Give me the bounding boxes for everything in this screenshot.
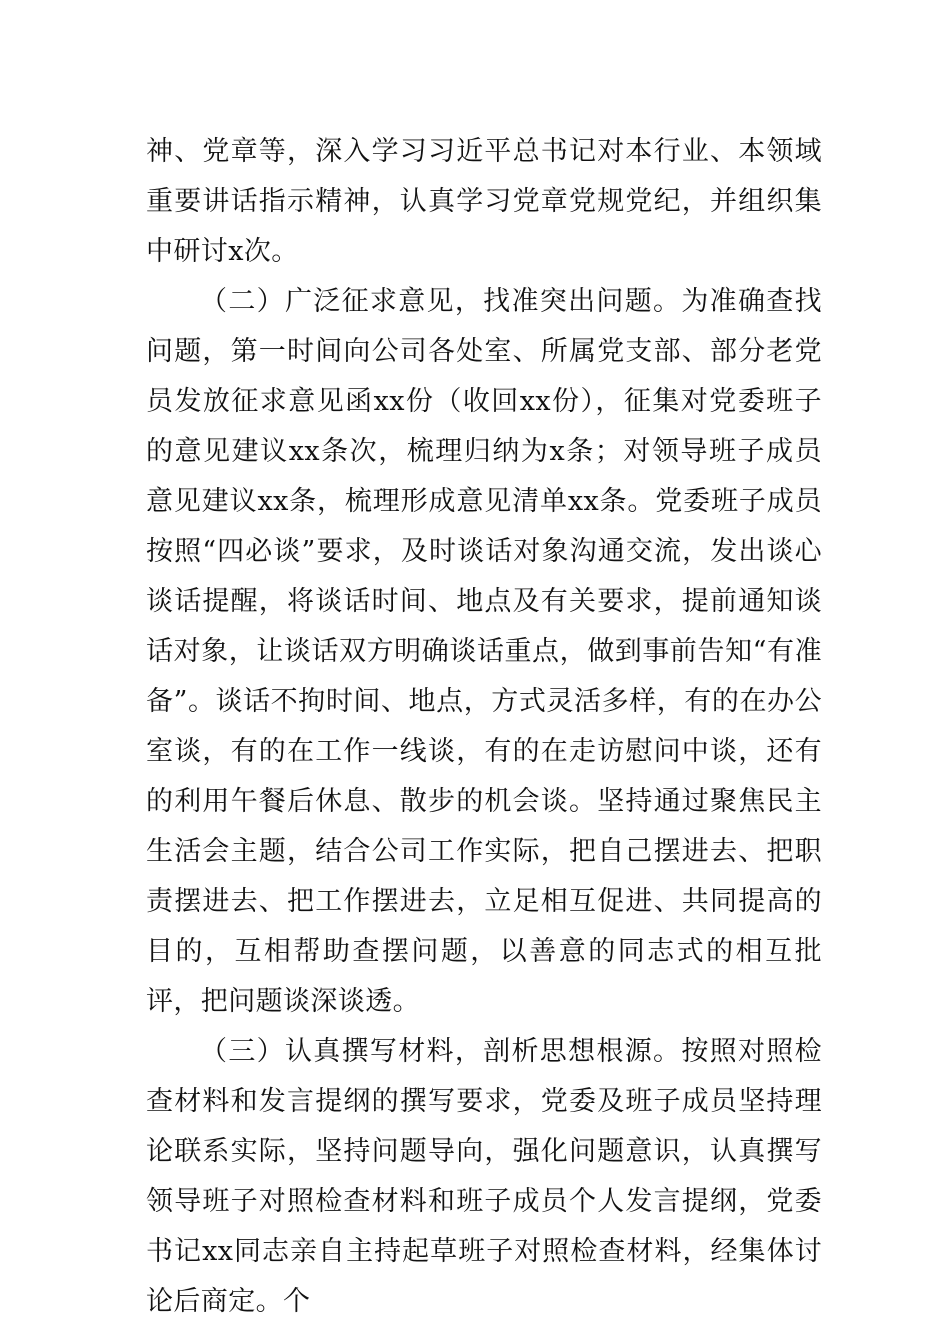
paragraph-section-three: （三）认真撰写材料，剖析思想根源。按照对照检查材料和发言提纲的撰写要求，党委及班子成员坚持理论联系实际，坚持问题导向，强化问题意识，认真撰写领导班子对照检查材料和班子成员个人发言提纲，党委书记xx同志亲自主持起草班子对照检查材料，经集体讨论后商定。个 (146, 1036, 822, 1317)
paragraph-continuation: 神、党章等，深入学习习近平总书记对本行业、本领域重要讲话指示精神，认真学习党章党规党纪，并组织集中研讨x次。 (146, 136, 822, 267)
paragraph-section-two: （二）广泛征求意见，找准突出问题。为准确查找问题，第一时间向公司各处室、所属党支部、部分老党员发放征求意见函xx份（收回xx份），征集对党委班子的意见建议xx条次，梳理归纳为x条；对领导班子成员意见建议xx条，梳理形成意见清单xx条。党委班子成员按照“四必谈”要求，及时谈话对象沟通交流，发出谈心谈话提醒，将谈话时间、地点及有关要求，提前通知谈话对象，让谈话双方明确谈话重点，做到事前告知“有准备”。谈话不拘时间、地点，方式灵活多样，有的在办公室谈，有的在工作一线谈，有的在走访慰问中谈，还有的利用午餐后休息、散步的机会谈。坚持通过聚焦民主生活会主题，结合公司工作实际，把自己摆进去、把职责摆进去、把工作摆进去，立足相互促进、共同提高的目的，互相帮助查摆问题，以善意的同志式的相互批评，把问题谈深谈透。 (146, 286, 822, 1017)
document-body (146, 127, 822, 1327)
